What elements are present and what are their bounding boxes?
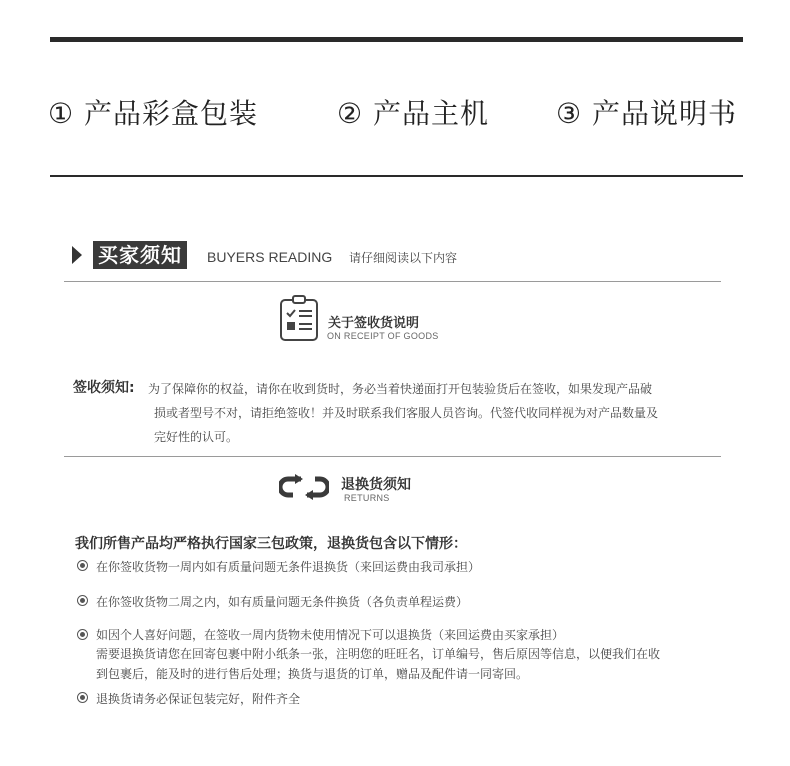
receipt-line-3: 完好性的认可。: [154, 430, 239, 444]
buyers-divider: [64, 281, 721, 282]
radio-bullet-icon: [77, 629, 88, 640]
returns-heading: 我们所售产品均严格执行国家三包政策，退换货包含以下情形：: [75, 536, 467, 552]
buyers-title: 买家须知: [93, 241, 187, 269]
returns-item-1: 在你签收货物一周内如有质量问题无条件退换货（来回运费由我司承担）: [96, 560, 481, 574]
package-item-box: ① 产品彩盒包装: [48, 97, 259, 130]
receipt-title: 关于签收货说明: [328, 316, 420, 331]
top-divider: [50, 37, 743, 42]
returns-item-3-detail-2: 到包裹后，能及时的进行售后处理；换货与退货的订单，赠品及配件请一同寄回。: [96, 667, 529, 681]
receipt-line-1: 为了保障你的权益，请你在收到货时，务必当着快递面打开包装验货后在签收，如果发现产品破: [148, 382, 653, 396]
play-arrow-icon: [72, 246, 82, 264]
receipt-divider: [64, 456, 721, 457]
returns-item-2: 在你签收货物二周之内，如有质量问题无条件换货（各负责单程运费）: [96, 595, 469, 609]
returns-title: 退换货须知: [341, 477, 411, 493]
receipt-line-2: 损或者型号不对，请拒绝签收！并及时联系我们客服人员咨询。代签代收同样视为对产品数量及: [154, 406, 659, 420]
package-item-host: ② 产品主机: [337, 97, 490, 130]
buyers-subtitle: 请仔细阅读以下内容: [349, 251, 458, 265]
returns-item-3: 如因个人喜好问题，在签收一周内货物未使用情况下可以退换货（来回运费由买家承担）: [96, 628, 565, 642]
clipboard-checklist-icon: [279, 294, 319, 342]
buyers-title-en: BUYERS READING: [207, 249, 333, 265]
returns-item-3-detail-1: 需要退换货请您在回寄包裹中附小纸条一张，注明您的旺旺名，订单编号，售后原因等信息，以便我们在收: [96, 647, 661, 661]
returns-subtitle: RETURNS: [344, 493, 390, 503]
receipt-subtitle: ON RECEIPT OF GOODS: [327, 331, 439, 341]
receipt-label: 签收须知:: [73, 380, 135, 396]
radio-bullet-icon: [77, 560, 88, 571]
returns-item-4: 退换货请务必保证包装完好，附件齐全: [96, 692, 301, 706]
radio-bullet-icon: [77, 692, 88, 703]
package-item-manual: ③ 产品说明书: [556, 97, 738, 130]
radio-bullet-icon: [77, 595, 88, 606]
section-divider: [50, 175, 743, 177]
exchange-arrows-icon: [279, 474, 329, 500]
